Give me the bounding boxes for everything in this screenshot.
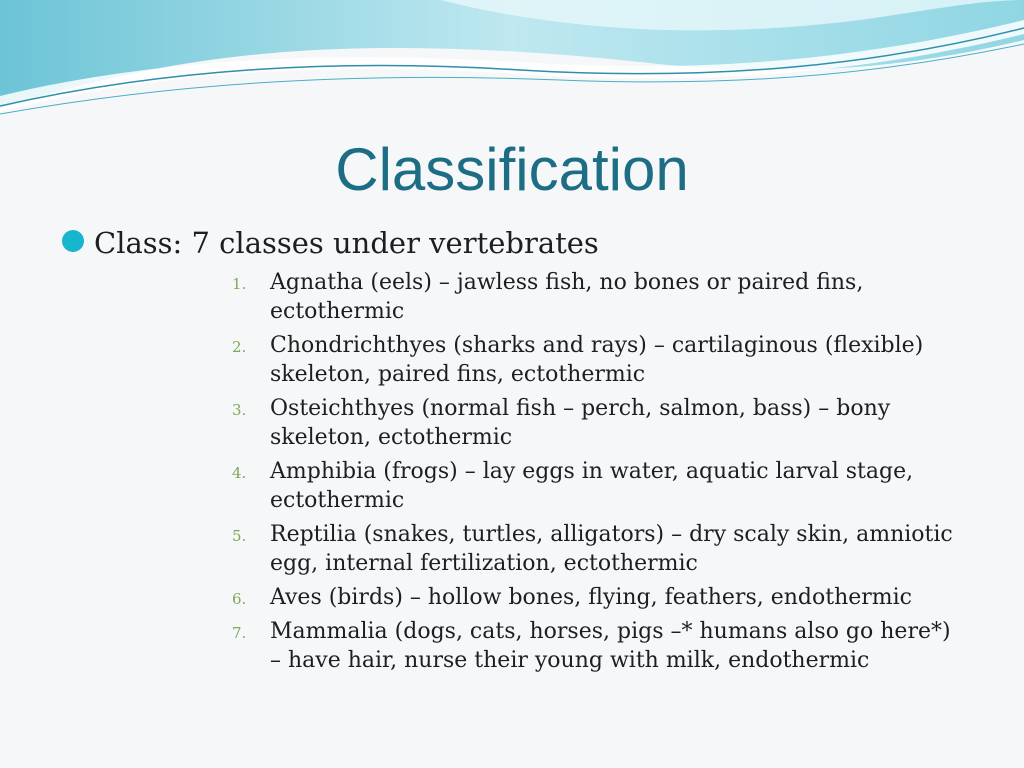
list-number: 3. — [232, 401, 247, 419]
list-item-text: Aves (birds) – hollow bones, flying, feathers, endothermic — [270, 585, 912, 610]
bullet-dot-icon — [62, 230, 84, 252]
list-item — [232, 268, 992, 326]
list-number: 2. — [232, 338, 247, 356]
list-item-text: Amphibia (frogs) – lay eggs in water, aquatic larval stage, ectothermic — [270, 459, 914, 513]
list-item — [232, 520, 992, 578]
list-item-text: Osteichthyes (normal fish – perch, salmon, bass) – bony skeleton, ectothermic — [270, 396, 891, 450]
list-number: 6. — [232, 590, 247, 608]
list-item — [232, 394, 992, 452]
header-wave-decoration — [0, 0, 1024, 130]
list-item — [232, 617, 992, 675]
list-item — [232, 583, 992, 612]
slide-title: Classification — [335, 136, 689, 203]
list-number: 4. — [232, 464, 247, 482]
list-item-text: Mammalia (dogs, cats, horses, pigs –* humans also go here*) – have hair, nurse their young with milk, endothermic — [270, 619, 951, 673]
list-item — [232, 457, 992, 515]
list-item-text: Chondrichthyes (sharks and rays) – cartilaginous (flexible) skeleton, paired fins, ectothermic — [270, 333, 924, 387]
list-number: 1. — [232, 275, 247, 293]
list-item-text: Agnatha (eels) – jawless fish, no bones or paired fins, ectothermic — [270, 270, 864, 324]
main-bullet-text: Class: 7 classes under vertebrates — [94, 226, 599, 260]
list-item-text: Reptilia (snakes, turtles, alligators) – dry scaly skin, amniotic egg, internal fertilization, ectothermic — [270, 522, 953, 576]
list-item — [232, 331, 992, 389]
list-number: 5. — [232, 527, 247, 545]
classes-list — [232, 268, 992, 680]
list-number: 7. — [232, 624, 247, 642]
